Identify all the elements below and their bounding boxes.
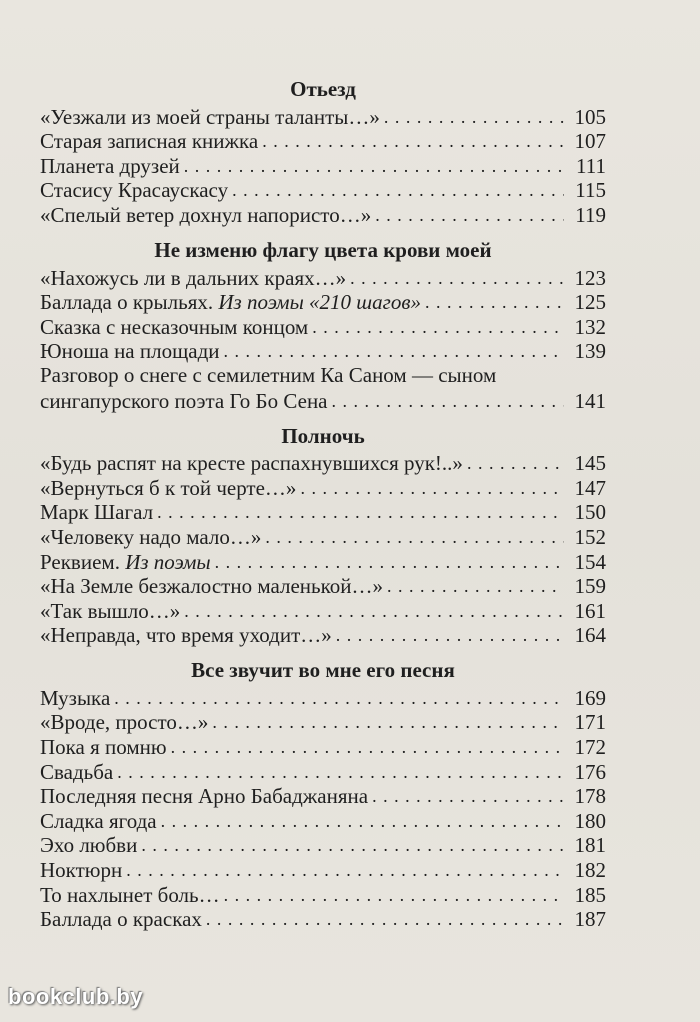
leader-dots [171,735,564,759]
entry-title [40,290,421,314]
leader-dots [265,525,564,549]
entry-page: 139 [574,339,606,364]
entry-title: Стасису Красаускасу [40,178,229,203]
leader-dots [387,574,564,598]
toc-entry [40,363,606,412]
entry-page: 119 [575,202,606,227]
leader-dots [215,550,564,574]
entry-page: 150 [574,500,606,525]
leader-dots [300,476,564,500]
entry-page: 111 [576,153,606,178]
toc-entry [40,907,606,932]
section-title-otezd: Отьезд [290,77,356,101]
entry-page: 172 [574,735,606,760]
toc-entry [40,734,606,759]
entry-page: 115 [575,178,606,203]
entry-title [40,550,211,574]
toc-entry [40,623,606,648]
toc-entry [40,710,606,735]
toc-entry [40,549,606,574]
entry-title: «Спелый ветер дохнул напористо…» [40,202,372,227]
entry-page: 141 [574,388,606,413]
leader-dots [114,686,564,710]
leader-dots [184,154,564,178]
entry-page: 180 [574,808,606,833]
entry-title: Последняя песня Арно Бабаджаняна [40,784,369,809]
entry-title-main: Реквием. [40,549,120,574]
entry-page: 132 [574,314,606,339]
toc-entry [40,290,606,315]
toc-entry [40,265,606,290]
entry-page: 164 [574,623,606,648]
leader-dots [336,623,564,647]
section-title-polnoch: Полночь [281,423,365,448]
entry-title: Планета друзей [40,153,180,178]
entry-title-italic: Из поэмы «210 шагов» [218,290,421,315]
entry-page: 161 [574,598,606,623]
toc-entry [40,685,606,710]
entry-page: 169 [574,685,606,710]
entry-page: 171 [574,710,606,735]
leader-dots [224,339,564,363]
toc-entry [40,104,606,129]
entry-page: 154 [574,549,606,574]
leader-dots [375,203,564,227]
leader-dots [224,883,564,907]
toc-entry [40,475,606,500]
toc-entry [40,808,606,833]
leader-dots [372,784,564,808]
entry-page: 147 [574,475,606,500]
leader-dots [332,389,565,413]
leader-dots [206,907,564,931]
toc-entry [40,500,606,525]
entry-title: Юноша на площади [40,339,220,364]
section-title-pesnya: Все звучит во мне его песня [191,658,455,683]
entry-title: «Уезжали из моей страны таланты…» [40,104,380,129]
leader-dots [126,858,564,882]
watermark-text: bookclub.by [8,984,144,1009]
leader-dots [141,833,564,857]
leader-dots [467,451,564,475]
table-of-contents [40,76,606,931]
leader-dots [425,290,564,314]
entry-title: «Так вышло…» [40,598,181,623]
leader-dots [384,105,564,129]
entry-page: 123 [574,265,606,290]
entry-title: Разговор о снеге с семилетним Ка Саном — сыном [40,363,497,388]
toc-entry [40,314,606,339]
entry-title: Старая записная книжка [40,129,259,154]
entry-title: «Нахожусь ли в дальних краях…» [40,265,347,290]
entry-title: Ноктюрн [40,858,123,883]
entry-page: 182 [574,858,606,883]
entry-title: То нахлынет боль… [40,882,220,907]
section-title-flag: Не изменю флагу цвета крови моей [154,237,492,262]
entry-page: 159 [574,574,606,599]
entry-title: «Человеку надо мало…» [40,524,262,549]
entry-title: «Неправда, что время уходит…» [40,623,332,648]
leader-dots [262,129,564,153]
entry-page: 105 [574,104,606,129]
entry-title: «Будь распят на кресте распахнувшихся рук!..» [40,451,463,476]
toc-entry [40,339,606,364]
toc-entry [40,759,606,784]
entry-page: 181 [574,833,606,858]
leader-dots [212,710,564,734]
leader-dots [232,178,564,202]
entry-title-continued: сингапурского поэта Го Бо Сена [40,388,328,413]
leader-dots [117,760,564,784]
entry-page: 145 [574,451,606,476]
entry-title: «На Земле безжалостно маленькой…» [40,574,383,599]
entry-title-main: Баллада о крыльях. [40,290,214,315]
toc-entry [40,833,606,858]
leader-dots [312,315,564,339]
toc-entry [40,857,606,882]
leader-dots [350,266,564,290]
leader-dots [184,599,564,623]
leader-dots [157,500,564,524]
toc-entry [40,882,606,907]
entry-title: Баллада о красках [40,907,202,932]
toc-entry [40,524,606,549]
entry-title: Эхо любви [40,833,138,858]
leader-dots [161,809,564,833]
toc-entry [40,178,606,203]
entry-page: 125 [574,290,606,315]
entry-title: Пока я помню [40,735,167,760]
toc-entry [40,153,606,178]
toc-entry [40,574,606,599]
entry-page: 178 [574,784,606,809]
entry-title: Сладка ягода [40,808,157,833]
toc-entry [40,202,606,227]
entry-title: Музыка [40,685,111,710]
toc-entry [40,598,606,623]
toc-entry [40,129,606,154]
entry-title-italic: Из поэмы [125,549,211,574]
entry-title: Марк Шагал [40,500,154,525]
entry-title: «Вернуться б к той черте…» [40,475,297,500]
toc-entry [40,451,606,476]
entry-title: Сказка с несказочным концом [40,314,309,339]
entry-title: Свадьба [40,759,114,784]
entry-page: 176 [574,759,606,784]
entry-page: 107 [574,129,606,154]
toc-entry [40,784,606,809]
entry-page: 187 [574,907,606,932]
entry-page: 152 [574,524,606,549]
entry-page: 185 [574,882,606,907]
entry-title: «Вроде, просто…» [40,710,209,735]
